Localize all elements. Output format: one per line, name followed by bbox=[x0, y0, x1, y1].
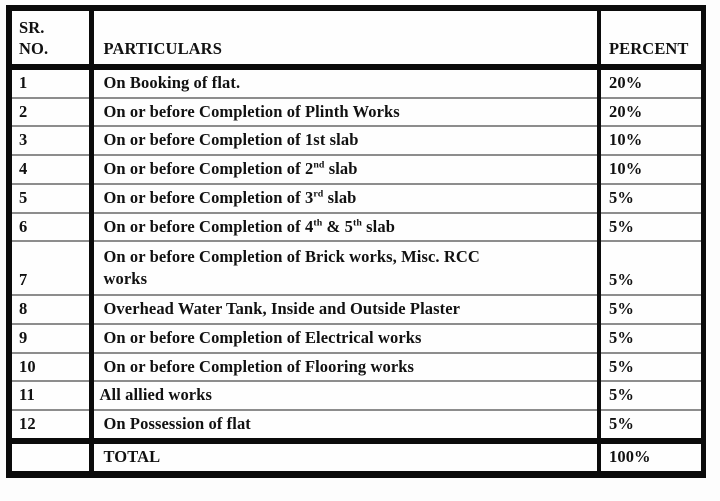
header-cell-particulars bbox=[91, 11, 599, 67]
row-sr-cell bbox=[12, 353, 91, 382]
ordinal-suffix: nd bbox=[313, 159, 325, 171]
header-cell-percent bbox=[599, 11, 701, 67]
row-particulars-cell bbox=[91, 126, 599, 155]
slab-text-suffix: slab bbox=[361, 216, 395, 236]
row-percent-cell bbox=[599, 241, 701, 295]
row-percent-value: 10% bbox=[609, 130, 643, 150]
total-sr-value bbox=[12, 444, 89, 471]
particulars-line2: works bbox=[103, 269, 148, 289]
table-row bbox=[12, 324, 701, 353]
row-sr-value: 3 bbox=[19, 130, 28, 150]
row-sr-value: 7 bbox=[19, 270, 28, 290]
row-particulars-cell bbox=[91, 324, 599, 353]
row-particulars-cell bbox=[91, 241, 599, 295]
row-percent-value: 5% bbox=[609, 414, 634, 434]
table-row bbox=[12, 213, 701, 242]
row-sr-value: 10 bbox=[19, 356, 36, 376]
row-percent-cell bbox=[599, 213, 701, 242]
table-row bbox=[12, 410, 701, 441]
row-particulars-value: On or before Completion of 1st slab bbox=[103, 130, 359, 150]
slab-text-prefix: On or before Completion of 3 bbox=[103, 187, 314, 207]
row-particulars-value: All allied works bbox=[99, 385, 213, 405]
row-particulars-cell bbox=[91, 353, 599, 382]
row-percent-value: 5% bbox=[609, 356, 634, 376]
header-cell-sr-no bbox=[12, 11, 91, 67]
table-header-row bbox=[12, 11, 701, 67]
row-sr-cell bbox=[12, 381, 91, 410]
row-particulars-cell bbox=[91, 410, 599, 441]
row-percent-cell bbox=[599, 324, 701, 353]
row-sr-value: 5 bbox=[19, 187, 28, 207]
row-particulars-cell bbox=[91, 381, 599, 410]
table-total-row bbox=[12, 441, 701, 471]
row-sr-cell bbox=[12, 155, 91, 184]
total-label-cell bbox=[91, 441, 599, 471]
row-percent-cell bbox=[599, 381, 701, 410]
row-particulars-value: On Possession of flat bbox=[103, 414, 251, 434]
row-sr-value: 1 bbox=[19, 72, 28, 92]
row-particulars-cell bbox=[91, 213, 599, 242]
row-particulars-value: On or before Completion of Flooring works bbox=[103, 356, 415, 376]
ordinal-suffix-first: th bbox=[313, 217, 323, 229]
row-sr-cell bbox=[12, 295, 91, 324]
row-percent-value: 5% bbox=[609, 216, 634, 236]
row-percent-cell bbox=[599, 410, 701, 441]
row-percent-cell bbox=[599, 155, 701, 184]
payment-schedule-table bbox=[6, 5, 706, 478]
row-sr-cell bbox=[12, 126, 91, 155]
particulars-line1: On or before Completion of Brick works, Misc. RCC bbox=[103, 247, 480, 267]
row-sr-value: 4 bbox=[19, 159, 28, 179]
table-row bbox=[12, 155, 701, 184]
header-sr-line1: SR. bbox=[19, 18, 45, 37]
row-particulars-value: On or before Completion of Electrical works bbox=[103, 327, 422, 347]
header-particulars-label: PARTICULARS bbox=[103, 39, 222, 59]
table-row bbox=[12, 126, 701, 155]
row-sr-cell bbox=[12, 67, 91, 98]
row-sr-cell bbox=[12, 184, 91, 213]
row-particulars-cell bbox=[91, 67, 599, 98]
slab-text-prefix: On or before Completion of 2 bbox=[103, 159, 314, 179]
table-row bbox=[12, 295, 701, 324]
table-row bbox=[12, 98, 701, 127]
row-sr-value: 2 bbox=[19, 101, 28, 121]
header-sr-line2: NO. bbox=[19, 39, 49, 59]
row-percent-cell bbox=[599, 67, 701, 98]
row-percent-value: 5% bbox=[609, 327, 634, 347]
table-row bbox=[12, 381, 701, 410]
row-sr-cell bbox=[12, 98, 91, 127]
row-particulars-value bbox=[94, 156, 598, 183]
total-percent-value: 100% bbox=[609, 446, 651, 466]
slab-text-suffix: slab bbox=[323, 187, 357, 207]
table-row bbox=[12, 67, 701, 98]
header-percent-label: PERCENT bbox=[609, 39, 689, 59]
row-particulars-value: On Booking of flat. bbox=[103, 72, 241, 92]
row-particulars-value: Overhead Water Tank, Inside and Outside Plaster bbox=[103, 299, 461, 318]
ordinal-suffix-second: th bbox=[352, 217, 362, 229]
row-sr-cell bbox=[12, 241, 91, 295]
row-particulars-value bbox=[94, 214, 598, 241]
row-sr-value: 6 bbox=[19, 216, 28, 236]
row-particulars-value: On or before Completion of Plinth Works bbox=[103, 101, 400, 121]
table-row bbox=[12, 184, 701, 213]
slab-text-prefix: On or before Completion of 4 bbox=[103, 216, 314, 236]
row-sr-value: 12 bbox=[19, 414, 36, 434]
ordinal-suffix: rd bbox=[313, 188, 324, 200]
row-particulars-cell bbox=[91, 295, 599, 324]
row-sr-value: 11 bbox=[19, 385, 35, 405]
row-percent-value: 20% bbox=[609, 101, 643, 121]
row-percent-value: 5% bbox=[609, 187, 634, 207]
slab-text-middle: & 5 bbox=[322, 216, 353, 236]
schedule-table bbox=[12, 11, 701, 471]
row-percent-value: 20% bbox=[609, 72, 643, 92]
row-percent-cell bbox=[599, 98, 701, 127]
row-percent-cell bbox=[599, 295, 701, 324]
row-percent-value: 5% bbox=[609, 385, 634, 405]
row-particulars-cell bbox=[91, 184, 599, 213]
total-percent-cell bbox=[599, 441, 701, 471]
row-particulars-cell bbox=[91, 98, 599, 127]
total-sr-cell bbox=[12, 441, 91, 471]
row-sr-value: 9 bbox=[19, 327, 28, 347]
total-label: TOTAL bbox=[103, 446, 161, 466]
row-sr-cell bbox=[12, 324, 91, 353]
row-sr-cell bbox=[12, 410, 91, 441]
row-particulars-value bbox=[94, 242, 598, 294]
row-sr-value: 8 bbox=[19, 299, 28, 318]
row-percent-cell bbox=[599, 353, 701, 382]
row-percent-cell bbox=[599, 184, 701, 213]
table-row bbox=[12, 241, 701, 295]
row-particulars-value bbox=[94, 185, 598, 212]
row-sr-cell bbox=[12, 213, 91, 242]
row-percent-value: 5% bbox=[609, 270, 634, 290]
row-percent-value: 5% bbox=[609, 299, 634, 318]
table-row bbox=[12, 353, 701, 382]
row-particulars-cell bbox=[91, 155, 599, 184]
slab-text-suffix: slab bbox=[324, 159, 358, 179]
row-percent-cell bbox=[599, 126, 701, 155]
row-percent-value: 10% bbox=[609, 159, 643, 179]
